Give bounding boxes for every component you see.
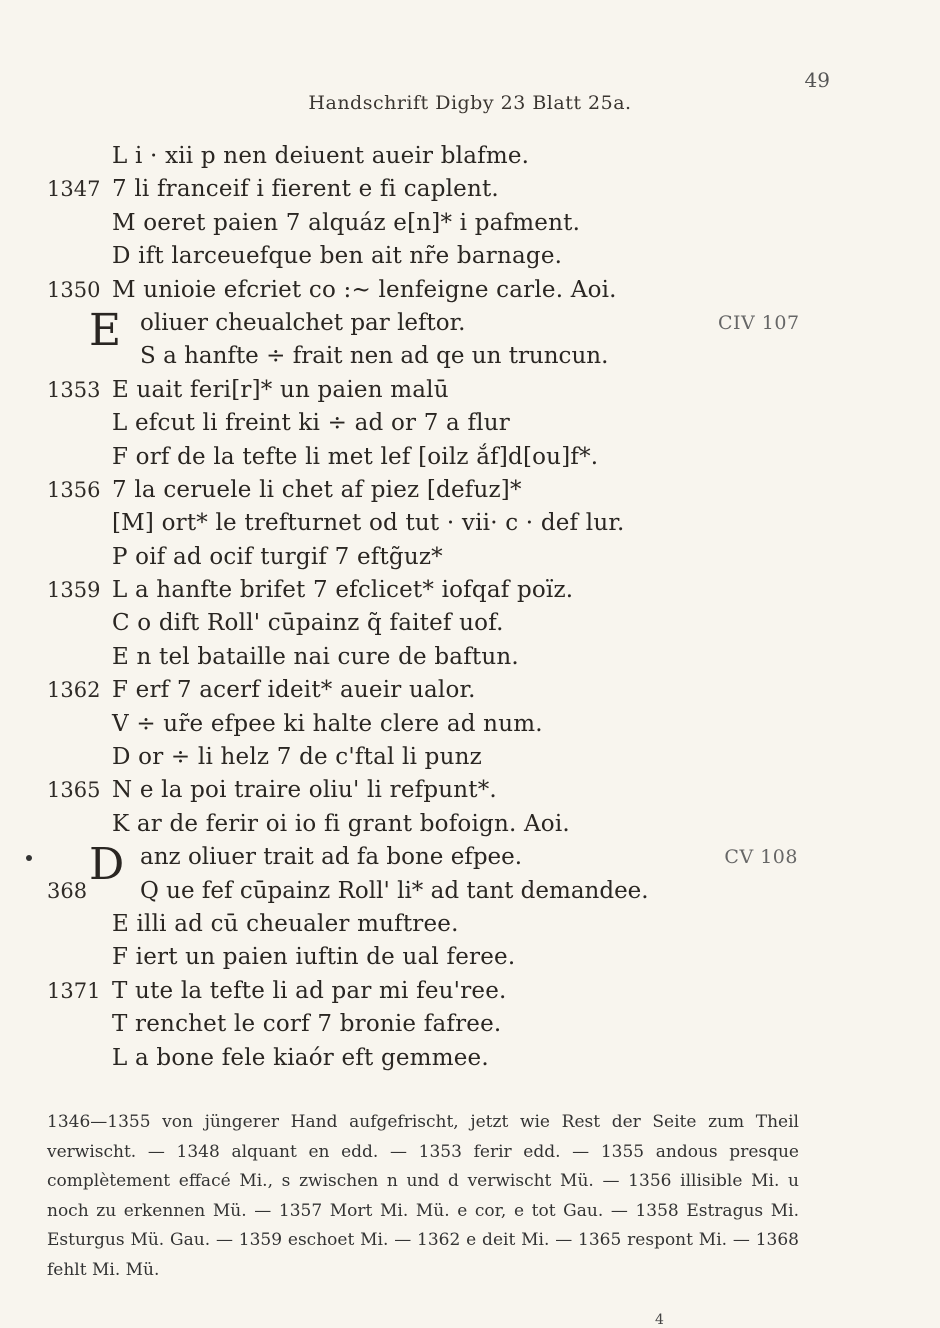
line-text: L a bone fele kiaór eft gemmee. bbox=[112, 1044, 489, 1071]
line-number: 1359 bbox=[47, 578, 101, 603]
line-text: 7 la ceruele li chet af piez [defuz]* bbox=[112, 476, 522, 503]
verse-line bbox=[0, 507, 940, 540]
verse-line bbox=[0, 808, 940, 841]
line-text: C o dift Roll' cūpainz q̃ faitef uof. bbox=[112, 610, 504, 637]
bullet-mark bbox=[26, 855, 32, 861]
decorated-initial: D bbox=[89, 839, 125, 891]
line-text: 7 li franceif i fierent e fi caplent. bbox=[112, 176, 499, 203]
verse-block bbox=[0, 140, 940, 1075]
margin-note: CV 108 bbox=[724, 846, 798, 869]
verse-line bbox=[0, 173, 940, 206]
line-number: 1356 bbox=[47, 477, 101, 502]
line-text: L a hanfte brifet 7 efclicet* iofqaf poïz. bbox=[112, 577, 574, 604]
line-text: D or ÷ li helz 7 de c'ftal li punz bbox=[112, 744, 482, 771]
line-number: 1347 bbox=[47, 177, 101, 202]
verse-line bbox=[0, 674, 940, 707]
verse-line bbox=[0, 207, 940, 240]
verse-line bbox=[0, 607, 940, 640]
verse-line bbox=[0, 340, 940, 373]
verse-line bbox=[0, 641, 940, 674]
line-text: M unioie efcriet co :~ lenfeigne carle. Aoi. bbox=[112, 276, 617, 303]
verse-line bbox=[0, 741, 940, 774]
decorated-initial: E bbox=[89, 304, 122, 356]
verse-line bbox=[0, 240, 940, 273]
verse-line bbox=[0, 1042, 940, 1075]
verse-line bbox=[0, 574, 940, 607]
footnotes bbox=[47, 1108, 799, 1285]
line-text: P oif ad ocif turgif 7 eftg̃uz* bbox=[112, 543, 443, 570]
verse-line bbox=[0, 304, 940, 356]
line-text: F orf de la tefte li met lef [oilz ắf]d[ou]f*. bbox=[112, 443, 599, 470]
margin-note: CIV 107 bbox=[718, 311, 800, 334]
line-text: T renchet le corf 7 bronie fafree. bbox=[112, 1011, 502, 1038]
line-text: D ift larceuefque ben ait nr̃e barnage. bbox=[112, 243, 563, 270]
line-text: F erf 7 acerf ideit* aueir ualor. bbox=[112, 677, 476, 704]
line-text: Q ue fef cūpainz Roll' li* ad tant demandee. bbox=[140, 877, 649, 904]
verse-line bbox=[0, 908, 940, 941]
line-text: L efcut li freint ki ÷ ad or 7 a flur bbox=[112, 410, 510, 437]
line-text: E illi ad cū cheualer muftree. bbox=[112, 910, 459, 937]
verse-line bbox=[0, 441, 940, 474]
line-number: 1353 bbox=[47, 377, 101, 402]
verse-line bbox=[0, 274, 940, 307]
verse-line bbox=[0, 374, 940, 407]
verse-line bbox=[0, 1008, 940, 1041]
line-text: N e la poi traire oliu' li refpunt*. bbox=[112, 777, 497, 804]
line-text: oliuer cheualchet par leftor. bbox=[140, 309, 466, 336]
line-number: 1350 bbox=[47, 277, 101, 302]
line-text: anz oliuer trait ad fa bone efpee. bbox=[140, 844, 523, 871]
verse-line bbox=[0, 541, 940, 574]
line-number: 368 bbox=[47, 878, 88, 903]
footnote-text: 1346—1355 von jüngerer Hand aufgefrischt, jetzt wie Rest der Seite zum Theil verwischt. — 1348 alquant en edd. — 1353 ferir edd. — 1355 andous presque complètement effacé Mi., s zwischen n und d verwischt Mü. — 1356 illisible Mi. u noch zu erkennen Mü. — 1357 Mort Mi. Mü. e cor, e tot Gau. — 1358 Estragus Mi. Esturgus Mü. Gau. — 1359 eschoet Mi. — 1362 e deit Mi. — 1365 respont Mi. — 1368 fehlt Mi. Mü. bbox=[47, 1112, 799, 1280]
page-number: 49 bbox=[804, 68, 830, 92]
line-text: E n tel bataille nai cure de baftun. bbox=[112, 643, 519, 670]
verse-line bbox=[0, 975, 940, 1008]
line-number: 1362 bbox=[47, 678, 101, 703]
verse-line bbox=[0, 875, 940, 908]
running-head: Handschrift Digby 23 Blatt 25a. bbox=[308, 92, 632, 114]
verse-line bbox=[0, 941, 940, 974]
line-text: L i · xii p nen deiuent aueir blafme. bbox=[112, 143, 530, 169]
line-text: [M] ort* le trefturnet od tut · vii· c · def lur. bbox=[112, 510, 625, 537]
line-text: F iert un paien iuftin de ual feree. bbox=[112, 944, 516, 971]
verse-line bbox=[0, 474, 940, 507]
line-number: 1365 bbox=[47, 778, 101, 803]
footer-mark: 4 bbox=[655, 1312, 664, 1328]
verse-line bbox=[0, 774, 940, 807]
line-text: V ÷ ur̃e efpee ki halte clere ad num. bbox=[112, 710, 543, 737]
line-number: 1371 bbox=[47, 978, 101, 1003]
verse-line bbox=[0, 140, 940, 173]
line-text: M oeret paien 7 alquáz e[n]* i pafment. bbox=[112, 209, 581, 236]
line-text: T ute la tefte li ad par mi feu'ree. bbox=[112, 977, 507, 1004]
verse-line bbox=[0, 708, 940, 741]
line-text: K ar de ferir oi io fi grant bofoign. Aoi. bbox=[112, 810, 570, 837]
verse-line bbox=[0, 407, 940, 440]
line-text: S a hanfte ÷ frait nen ad qe un truncun. bbox=[140, 343, 609, 370]
line-text: E uait feri[r]* un paien malū bbox=[112, 376, 449, 403]
